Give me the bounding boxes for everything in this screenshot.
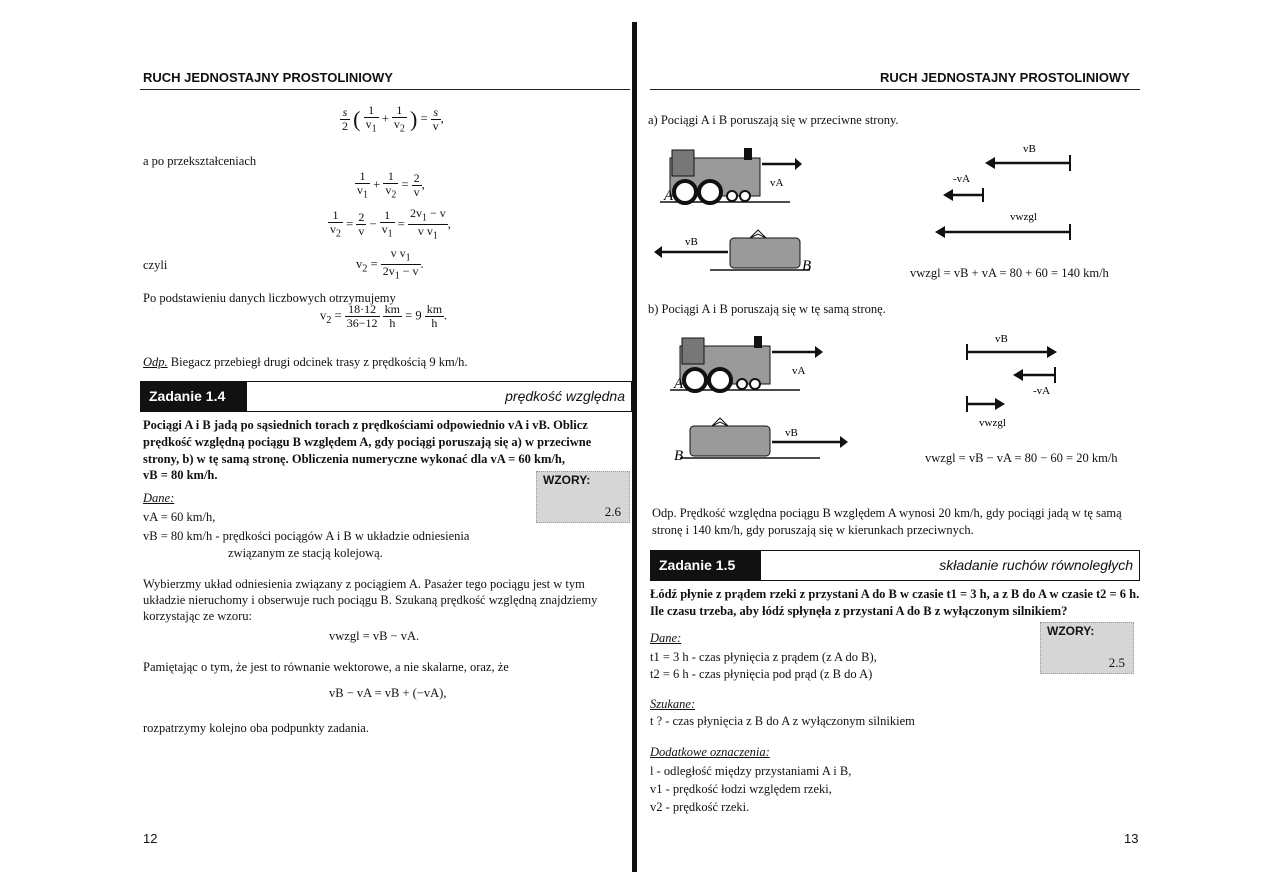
equation-time-sum: $\frac{s}{2}$ ( $\frac{1}{v_1}$ + $\frac{1}{v_2}$ ) = $\frac{s}{v}$ , (342, 103, 444, 135)
extra-heading: Dodatkowe oznaczenia: (650, 745, 770, 759)
text-substitution: Po podstawieniu danych liczbowych otrzymujemy (143, 291, 396, 305)
task-1-4-statement-4: vB = 80 km/h. (143, 468, 218, 482)
task-1-4-title: prędkość względna (505, 388, 625, 404)
given-heading-right: Dane: (650, 631, 682, 645)
wzory-label-right: WZORY: (1047, 624, 1095, 638)
given-t1: t1 = 3 h - czas płynięcia z prądem (z A do B), (650, 650, 877, 664)
task-1-4-banner (140, 381, 632, 412)
left-page-header: RUCH JEDNOSTAJNY PROSTOLINIOWY (143, 70, 393, 85)
para-frame-1: Wybierzmy układ odniesienia związany z pociągiem A. Pasażer tego pociągu jest w tym (143, 577, 585, 591)
task-1-5-statement-1: Łódź płynie z prądem rzeki z przystani A do B w czasie t1 = 3 h, a z B do A w czasie t2 = 6 h. (650, 587, 1140, 601)
answer-text: Biegacz przebiegł drugi odcinek trasy z prędkością 9 km/h. (167, 355, 468, 369)
task-1-4-statement-2: prędkość względną pociągu B względem A, gdy pociągi poruszają się a) w przeciwne (143, 435, 592, 449)
label-a-bottom: A (674, 376, 684, 392)
trains-same-diagram (650, 328, 870, 470)
page-number-right: 13 (1124, 831, 1139, 846)
label-vA-bottom: vA (792, 365, 806, 377)
task-1-4-statement-3: strony, b) w tę samą stronę. Obliczenia numeryczne wykonać dla vA = 60 km/h, (143, 452, 565, 466)
case-b-heading: b) Pociągi A i B poruszają się w tę samą stronę. (648, 302, 886, 316)
equation-case-b: vwzgl = vB − vA = 80 − 60 = 20 km/h (925, 451, 1118, 465)
sought-heading: Szukane: (650, 697, 696, 711)
task-1-5-statement-2: Ile czasu trzeba, aby łódź spłynęła z przystani A do B z wyłączonym silnikiem? (650, 604, 1068, 618)
equation-v2: $v_2$ = $\frac{v v_1}{2v_1 - v}$ . (356, 246, 424, 282)
label-b-top: B (802, 258, 812, 274)
wzory-label-left: WZORY: (543, 473, 591, 487)
vec-vwzgl-label-a: vwzgl (1010, 211, 1037, 223)
vectors-opposite-diagram (925, 130, 1085, 240)
label-vA-top: vA (770, 177, 784, 189)
text-after-transform: a po przekształceniach (143, 154, 257, 168)
extra-v2: v2 - prędkość rzeki. (650, 800, 750, 814)
equation-vwzgl: vwzgl = vB − vA. (329, 629, 420, 643)
right-header-rule (650, 89, 1140, 90)
equation-case-a: vwzgl = vB + vA = 80 + 60 = 140 km/h (910, 266, 1109, 280)
locomotive-b-icon-b (680, 418, 820, 458)
left-header-rule (140, 89, 630, 90)
vec-vB-label-b: vB (995, 333, 1008, 345)
answer-line-left (143, 354, 468, 370)
task-1-4-label: Zadanie 1.4 (141, 382, 247, 411)
right-page-header: RUCH JEDNOSTAJNY PROSTOLINIOWY (880, 70, 1130, 85)
vec-vwzgl-label-b: vwzgl (979, 417, 1006, 429)
vectors-same-diagram (955, 322, 1075, 432)
sought-t: t ? - czas płynięcia z B do A z wyłączonym silnikiem (650, 714, 915, 728)
task-1-5-banner (650, 550, 1140, 581)
vec-minus-vA-label-b: -vA (1033, 385, 1051, 397)
para-frame-2: układzie nieruchomy i obserwuje ruch pociągu B. Szukaną prędkość względną znajdziemy (143, 593, 598, 607)
wzory-ref-left: 2.6 (604, 504, 621, 519)
answer-prefix: Odp. (143, 355, 168, 369)
extra-l: l - odległość między przystaniami A i B, (650, 764, 852, 778)
label-vB-bottom: vB (785, 427, 798, 439)
given-vA: vA = 60 km/h, (143, 510, 216, 524)
equation-inverse-sum: $\frac{1}{v_1}$ + $\frac{1}{v_2}$ = $\frac{2}{v}$ , (357, 169, 425, 201)
answer-right-1: Odp. Prędkość względna pociągu B względem A wynosi 20 km/h, gdy pociągi jadą w tę samą (652, 506, 1122, 520)
vec-vB-label-a: vB (1023, 143, 1036, 155)
para-consider: rozpatrzymy kolejno oba podpunkty zadania. (143, 721, 369, 735)
given-vB: vB = 80 km/h - prędkości pociągów A i B w układzie odniesienia (143, 529, 470, 543)
equation-v2-numeric: $v_2$ = $\frac{18\cdot 12}{36-12}$ $\frac{km}{h}$ = 9 $\frac{km}{h}$ . (320, 302, 448, 330)
given-heading-left: Dane: (143, 491, 175, 505)
label-b-bottom: B (674, 448, 684, 464)
task-1-5-label: Zadanie 1.5 (651, 551, 761, 580)
book-spine (632, 22, 637, 872)
label-a-top: A (664, 188, 674, 204)
wzory-box-right (1040, 622, 1134, 674)
para-vector-note: Pamiętając o tym, że jest to równanie wektorowe, a nie skalarne, oraz, że (143, 660, 509, 674)
text-czyli: czyli (143, 258, 168, 272)
locomotive-b-icon (710, 230, 810, 270)
task-1-4-statement-1: Pociągi A i B jadą po sąsiednich torach z prędkościami odpowiednio vA i vB. Oblicz (143, 418, 588, 432)
label-vB-top: vB (685, 236, 698, 248)
trains-opposite-diagram (650, 140, 820, 280)
case-a-heading: a) Pociągi A i B poruszają się w przeciwne strony. (648, 113, 899, 127)
locomotive-a-icon (660, 148, 790, 203)
extra-v1: v1 - prędkość łodzi względem rzeki, (650, 782, 832, 796)
page-number-left: 12 (143, 831, 158, 846)
given-vB-cont: związanym ze stacją kolejową. (228, 546, 383, 560)
answer-right-2: stronę i 140 km/h, gdy poruszają się w kierunkach przeciwnych. (652, 523, 974, 537)
equation-vector-sum: vB − vA = vB + (−vA), (329, 686, 447, 700)
wzory-ref-right: 2.5 (1108, 655, 1125, 670)
vec-minus-vA-label-a: -vA (953, 173, 971, 185)
given-t2: t2 = 6 h - czas płynięcia pod prąd (z B do A) (650, 667, 873, 681)
locomotive-a-icon-b (670, 336, 800, 391)
task-1-5-title: składanie ruchów równoległych (939, 557, 1133, 573)
wzory-box-left (536, 471, 630, 523)
para-frame-3: korzystając ze wzoru: (143, 609, 252, 623)
equation-inverse-v2: $\frac{1}{v_2}$ = $\frac{2}{v}$ − $\frac{1}{v_1}$ = $\frac{2v_1 - v}{v v_1}$ , (330, 206, 451, 242)
